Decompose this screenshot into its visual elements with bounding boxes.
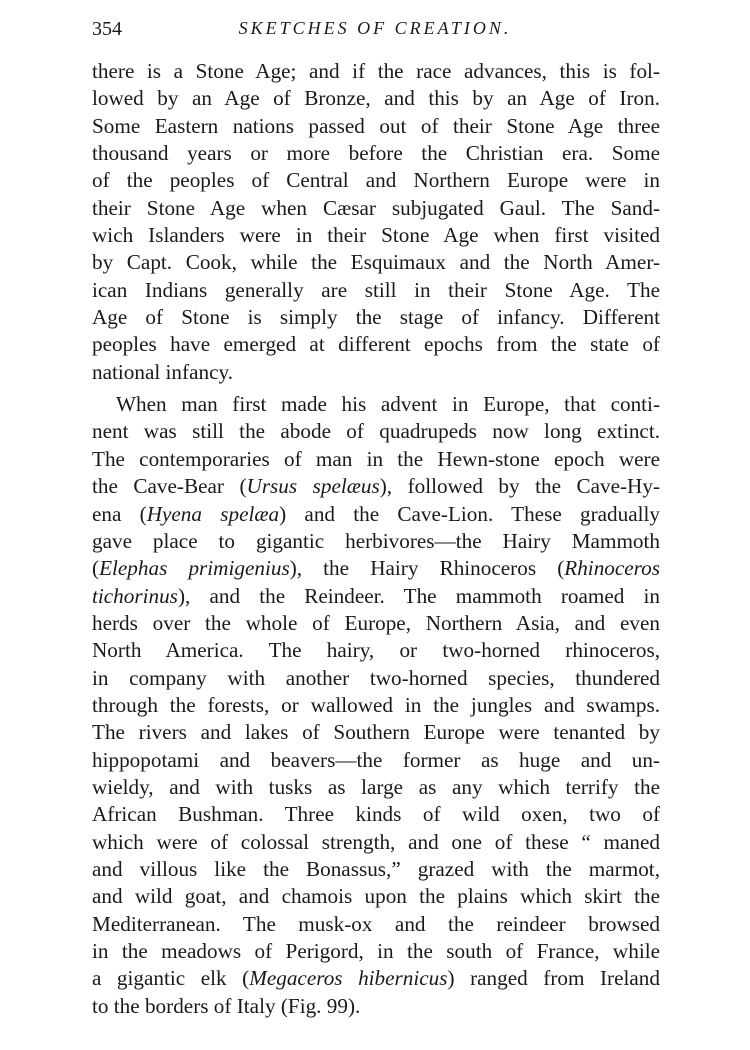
text-line: Some Eastern nations passed out of their Stone Age three: [92, 113, 660, 138]
text-run: ) and the Cave-Lion. These gradually: [279, 501, 660, 526]
text-line: gave place to gigantic herbivores—the Hairy Mammoth: [92, 528, 660, 553]
text-run: the Cave-Bear (: [92, 474, 247, 499]
text-line: The contemporaries of man in the Hewn-stone epoch were: [92, 446, 660, 471]
text-line: [92, 473, 660, 500]
text-line: to the borders of Italy (Fig. 99).: [92, 993, 361, 1018]
paragraph-1: [92, 58, 660, 386]
text-line: and wild goat, and chamois upon the plains which skirt the: [92, 884, 660, 909]
running-title: SKETCHES OF CREATION.: [238, 18, 512, 38]
text-line: wieldy, and with tusks as large as any which terrify the: [92, 774, 660, 799]
text-run: ), followed by the Cave-Hy-: [379, 474, 661, 499]
text-run: a gigantic elk (: [92, 966, 250, 991]
text-line: which were of colossal strength, and one of these “ maned: [92, 829, 660, 854]
text-run: ), the Hairy Rhinoceros (: [289, 556, 565, 581]
species-name: Rhinoceros: [564, 556, 660, 581]
text-line: and villous like the Bonassus,” grazed with the marmot,: [92, 856, 660, 881]
text-line: North America. The hairy, or two-horned rhinoceros,: [92, 638, 660, 663]
text-line: national infancy.: [92, 359, 233, 384]
text-line: Mediterranean. The musk-ox and the reindeer browsed: [92, 911, 660, 936]
text-line: [92, 501, 660, 528]
text-run: (: [92, 556, 100, 581]
text-run: ) ranged from Ireland: [447, 966, 660, 991]
species-name: Megaceros hibernicus: [249, 966, 448, 991]
species-name: tichorinus: [92, 583, 178, 608]
text-line: peoples have emerged at different epochs from the state of: [92, 332, 660, 357]
text-line: The rivers and lakes of Southern Europe were tenanted by: [92, 720, 660, 745]
running-head: [92, 18, 658, 48]
text-line: [92, 965, 660, 992]
body-text: [92, 58, 660, 1020]
text-line: herds over the whole of Europe, Northern Asia, and even: [92, 610, 660, 635]
text-line: their Stone Age when Cæsar subjugated Gaul. The Sand-: [92, 195, 660, 220]
text-line: wich Islanders were in their Stone Age when first visited: [92, 223, 660, 248]
text-line: When man first made his advent in Europe, that conti-: [116, 392, 660, 417]
text-line: there is a Stone Age; and if the race advances, this is fol-: [92, 59, 660, 83]
page-number: 354: [92, 18, 122, 40]
text-line: by Capt. Cook, while the Esquimaux and the North Amer-: [92, 250, 660, 275]
text-line: African Bushman. Three kinds of wild oxen, two of: [92, 802, 660, 827]
text-line: [92, 583, 660, 610]
species-name: Ursus spelæus: [246, 474, 380, 499]
text-line: ican Indians generally are still in their Stone Age. The: [92, 277, 660, 302]
text-line: through the forests, or wallowed in the jungles and swamps.: [92, 692, 660, 717]
text-line: hippopotami and beavers—the former as huge and un-: [92, 747, 660, 772]
text-run: ena (: [92, 501, 147, 526]
text-line: lowed by an Age of Bronze, and this by an Age of Iron.: [92, 86, 660, 111]
text-line: thousand years or more before the Christian era. Some: [92, 141, 660, 166]
text-line: in company with another two-horned species, thundered: [92, 665, 660, 690]
species-name: Elephas primigenius: [99, 556, 290, 581]
text-line: Age of Stone is simply the stage of infancy. Different: [92, 305, 660, 330]
text-line: in the meadows of Perigord, in the south of France, while: [92, 939, 660, 963]
text-line: nent was still the abode of quadrupeds now long extinct.: [92, 419, 660, 444]
text-run: ), and the Reindeer. The mammoth roamed in: [177, 583, 660, 608]
paragraph-2: [92, 391, 660, 1020]
species-name: Hyena spelæa: [146, 501, 280, 526]
text-line: [92, 555, 660, 582]
text-line: of the peoples of Central and Northern Europe were in: [92, 168, 660, 193]
